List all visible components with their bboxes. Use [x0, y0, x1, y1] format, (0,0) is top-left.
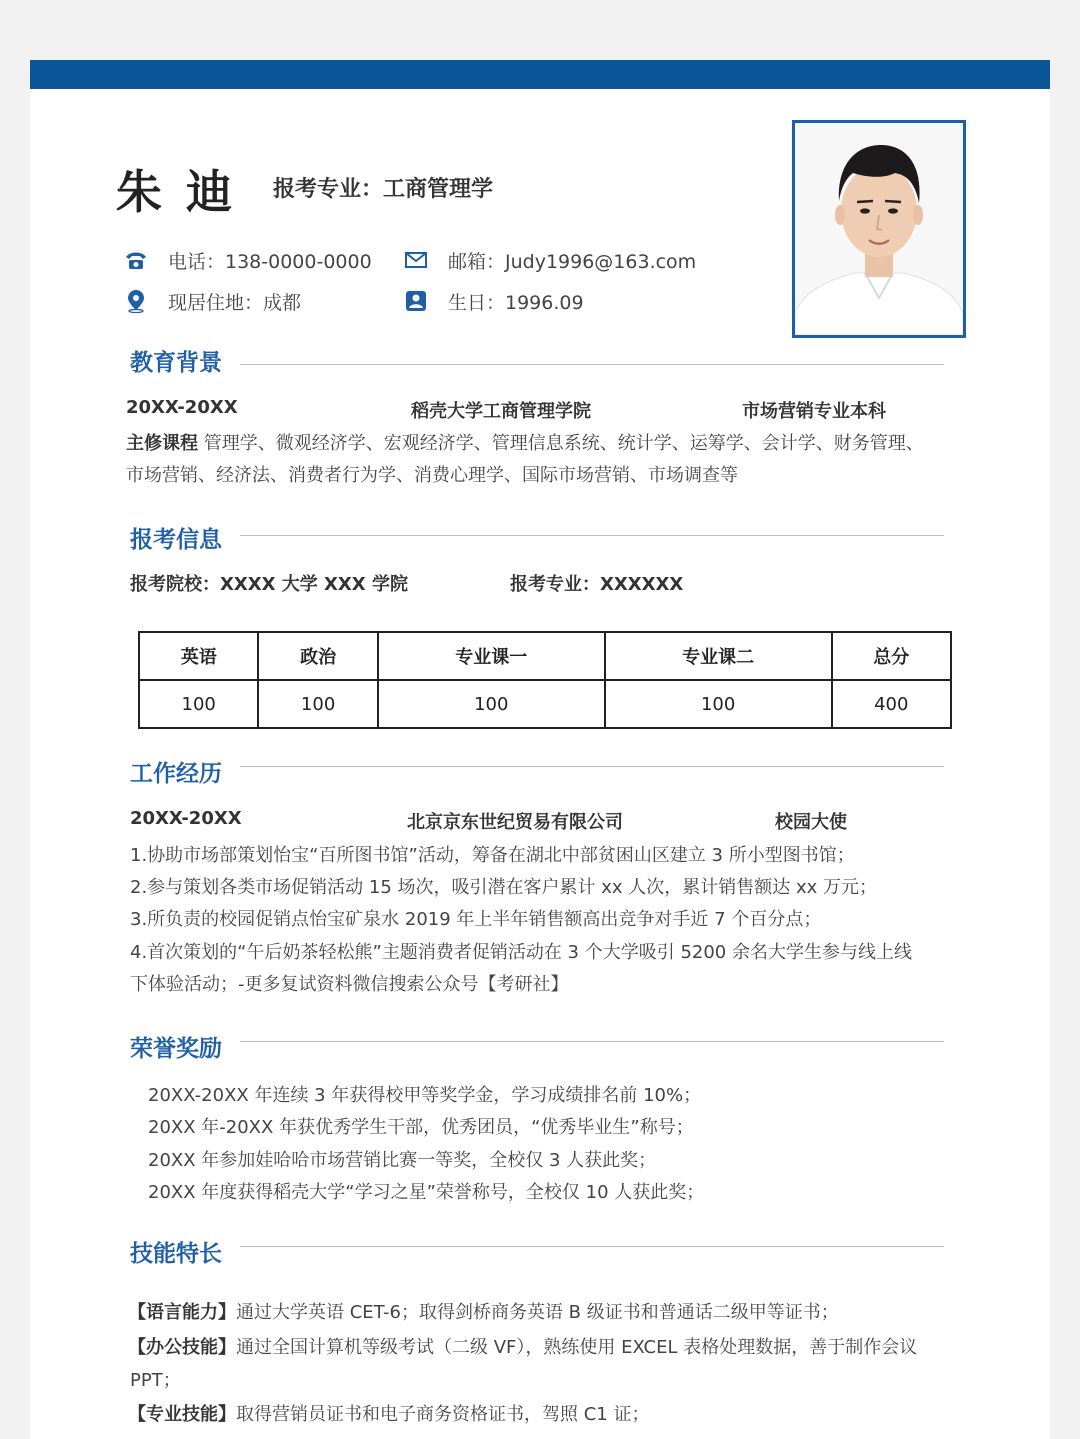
work-item: 3.所负责的校园促销点怡宝矿泉水 2019 年上半年销售额高出竞争对手近 7 个百分点；	[130, 909, 822, 930]
courses-line-2: 市场营销、经济法、消费者行为学、消费心理学、国际市场营销、市场调查等	[126, 465, 738, 486]
education-period: 20XX-20XX	[126, 397, 238, 418]
honor-item: 20XX 年参加娃哈哈市场营销比赛一等奖，全校仅 3 人获此奖；	[148, 1150, 657, 1171]
score-value: 100	[605, 680, 832, 728]
work-item: 下体验活动；-更多复试资料微信搜索公众号【考研社】	[130, 974, 569, 995]
education-section-title: 教育背景	[130, 350, 222, 376]
birthday-icon	[404, 289, 428, 313]
score-value: 400	[832, 680, 951, 728]
mail-icon	[404, 248, 428, 272]
portrait-image	[795, 123, 963, 335]
location-icon	[124, 289, 148, 313]
work-role: 校园大使	[775, 812, 847, 833]
resume-page	[30, 60, 1050, 1439]
address-text: 现居住地：成都	[168, 292, 302, 314]
section-divider	[240, 766, 944, 767]
skill-office-cont: PPT；	[130, 1370, 181, 1391]
skill-language-label: 【语言能力】	[128, 1302, 236, 1323]
work-company: 北京京东世纪贸易有限公司	[407, 812, 623, 833]
skill-professional	[128, 1400, 649, 1426]
exam-major: 报考专业：XXXXXX	[510, 574, 684, 595]
score-header: 政治	[258, 632, 377, 680]
skill-office	[128, 1333, 917, 1359]
honors-section-title: 荣誉奖励	[130, 1036, 222, 1062]
score-header: 专业课一	[378, 632, 605, 680]
honor-item: 20XX-20XX 年连续 3 年获得校甲等奖学金，学习成绩排名前 10%；	[148, 1085, 702, 1106]
honor-item: 20XX 年-20XX 年获优秀学生干部，优秀团员，“优秀毕业生”称号；	[148, 1117, 694, 1138]
education-degree: 市场营销专业本科	[742, 401, 886, 422]
section-divider	[240, 535, 944, 536]
skill-professional-text: 取得营销员证书和电子商务资格证书，驾照 C1 证；	[236, 1404, 650, 1425]
score-header: 英语	[139, 632, 258, 680]
birthday-text: 生日：1996.09	[448, 292, 584, 314]
honor-item: 20XX 年度获得稻壳大学“学习之星”荣誉称号，全校仅 10 人获此奖；	[148, 1182, 705, 1203]
skill-office-text: 通过全国计算机等级考试（二级 VF），熟练使用 EXCEL 表格处理数据，善于制作会议	[236, 1337, 918, 1358]
candidate-name: 朱 迪	[116, 165, 237, 219]
top-accent-bar	[30, 60, 1050, 89]
work-section-title: 工作经历	[130, 761, 222, 787]
work-item: 2.参与策划各类市场促销活动 15 场次，吸引潜在客户累计 xx 人次，累计销售额达 xx 万元；	[130, 877, 878, 898]
work-period: 20XX-20XX	[130, 808, 242, 829]
skills-section-title: 技能特长	[130, 1241, 222, 1267]
courses-label: 主修课程	[126, 433, 198, 454]
section-divider	[240, 1246, 944, 1247]
courses-line-1	[126, 429, 924, 455]
score-value: 100	[139, 680, 258, 728]
email-text: 邮箱：Judy1996@163.com	[448, 251, 697, 273]
skill-language	[128, 1298, 839, 1324]
target-major: 报考专业：工商管理学	[273, 177, 494, 202]
profile-photo	[792, 120, 966, 338]
score-header: 总分	[832, 632, 951, 680]
score-table-value-row	[139, 680, 951, 728]
score-value: 100	[378, 680, 605, 728]
education-school: 稻壳大学工商管理学院	[411, 401, 591, 422]
work-item: 4.首次策划的“午后奶茶轻松熊”主题消费者促销活动在 3 个大学吸引 5200 余名大学生参与线上线	[130, 942, 912, 963]
skill-professional-label: 【专业技能】	[128, 1404, 236, 1425]
phone-text: 电话：138-0000-0000	[168, 251, 372, 273]
skill-language-text: 通过大学英语 CET-6；取得剑桥商务英语 B 级证书和普通话二级甲等证书；	[236, 1302, 839, 1323]
exam-school: 报考院校：XXXX 大学 XXX 学院	[130, 574, 408, 595]
section-divider	[240, 364, 944, 365]
score-header: 专业课二	[605, 632, 832, 680]
section-divider	[240, 1041, 944, 1042]
skill-office-label: 【办公技能】	[128, 1337, 236, 1358]
score-table-header-row	[139, 632, 951, 680]
score-table	[138, 631, 952, 729]
exam-section-title: 报考信息	[130, 527, 222, 553]
courses-text: 管理学、微观经济学、宏观经济学、管理信息系统、统计学、运筹学、会计学、财务管理、	[198, 433, 924, 454]
work-item: 1.协助市场部策划怡宝“百所图书馆”活动，筹备在湖北中部贫困山区建立 3 所小型图书馆；	[130, 845, 855, 866]
phone-icon	[124, 248, 148, 272]
score-value: 100	[258, 680, 377, 728]
